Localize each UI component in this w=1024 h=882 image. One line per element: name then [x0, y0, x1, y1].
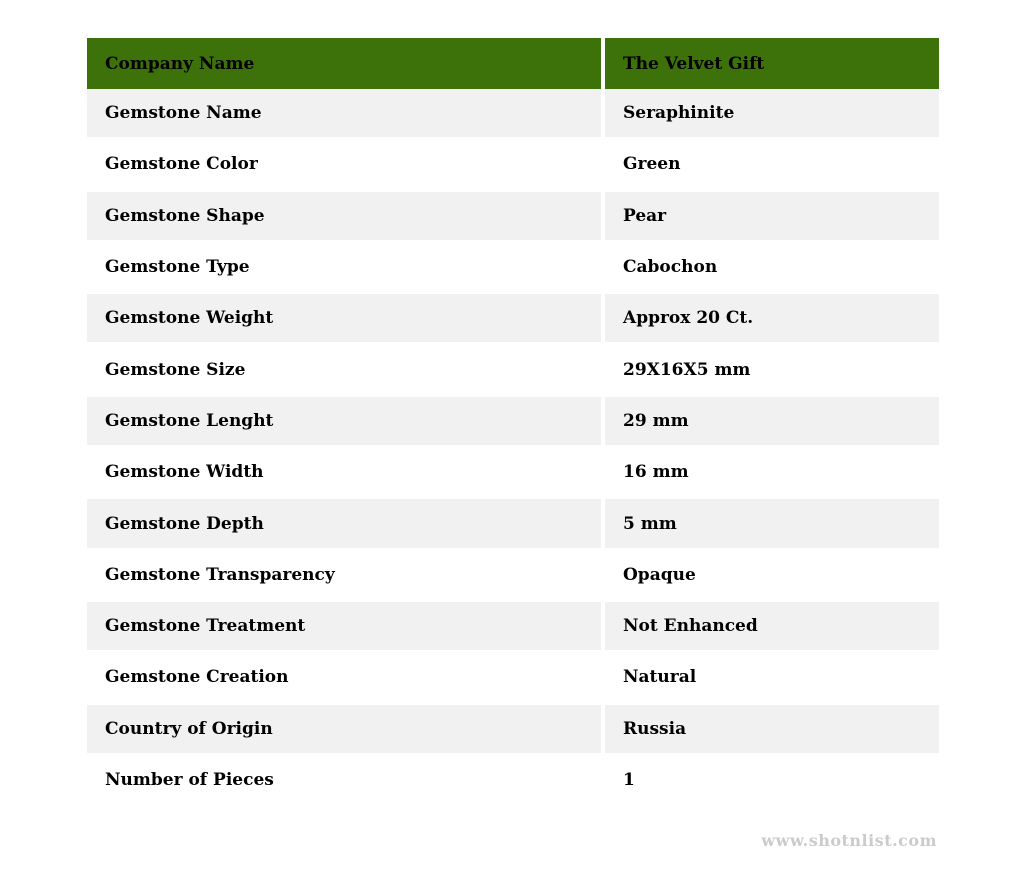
table-row: [87, 448, 939, 496]
row-label-cell: Gemstone Name: [87, 89, 601, 137]
gemstone-spec-table: [87, 38, 939, 804]
header-value-cell: The Velvet Gift: [605, 38, 939, 89]
table-row: [87, 192, 939, 240]
row-value-cell: 16 mm: [623, 462, 689, 483]
row-label-cell: Country of Origin: [87, 705, 601, 753]
row-label-cell: Gemstone Size: [105, 359, 246, 380]
table-row: [87, 705, 939, 753]
row-value-cell: Opaque: [623, 564, 696, 585]
table-row: [87, 602, 939, 650]
row-value-cell: Approx 20 Ct.: [605, 294, 939, 342]
row-value-cell: Natural: [623, 667, 697, 688]
table-row: [87, 551, 939, 599]
row-value-cell: Green: [623, 154, 681, 175]
row-value-cell: Russia: [605, 705, 939, 753]
table-body: [87, 89, 939, 804]
row-value-cell: Not Enhanced: [605, 602, 939, 650]
table-row: [87, 243, 939, 291]
table-header-row: [87, 38, 939, 89]
row-label-cell: Gemstone Transparency: [105, 564, 335, 585]
table-row: [87, 89, 939, 137]
row-label-cell: Gemstone Treatment: [87, 602, 601, 650]
row-label-cell: Gemstone Depth: [87, 499, 601, 547]
watermark-text: www.shotnlist.com: [761, 831, 937, 850]
row-label-cell: Gemstone Width: [105, 462, 264, 483]
row-value-cell: Cabochon: [623, 257, 718, 278]
table-row: [87, 499, 939, 547]
row-value-cell: Seraphinite: [605, 89, 939, 137]
header-label-cell: Company Name: [87, 38, 601, 89]
table-row: [87, 397, 939, 445]
table-row: [87, 653, 939, 701]
row-value-cell: 29X16X5 mm: [623, 359, 751, 380]
table-row: [87, 294, 939, 342]
row-label-cell: Gemstone Color: [105, 154, 258, 175]
row-label-cell: Gemstone Type: [105, 257, 250, 278]
row-value-cell: Pear: [605, 192, 939, 240]
table-row: [87, 756, 939, 804]
row-label-cell: Gemstone Shape: [87, 192, 601, 240]
row-label-cell: Gemstone Weight: [87, 294, 601, 342]
table-row: [87, 345, 939, 393]
row-label-cell: Number of Pieces: [105, 770, 274, 790]
row-value-cell: 29 mm: [605, 397, 939, 445]
row-value-cell: 1: [623, 770, 635, 790]
row-label-cell: Gemstone Creation: [105, 667, 289, 688]
row-value-cell: 5 mm: [605, 499, 939, 547]
table-row: [87, 140, 939, 188]
row-label-cell: Gemstone Lenght: [87, 397, 601, 445]
